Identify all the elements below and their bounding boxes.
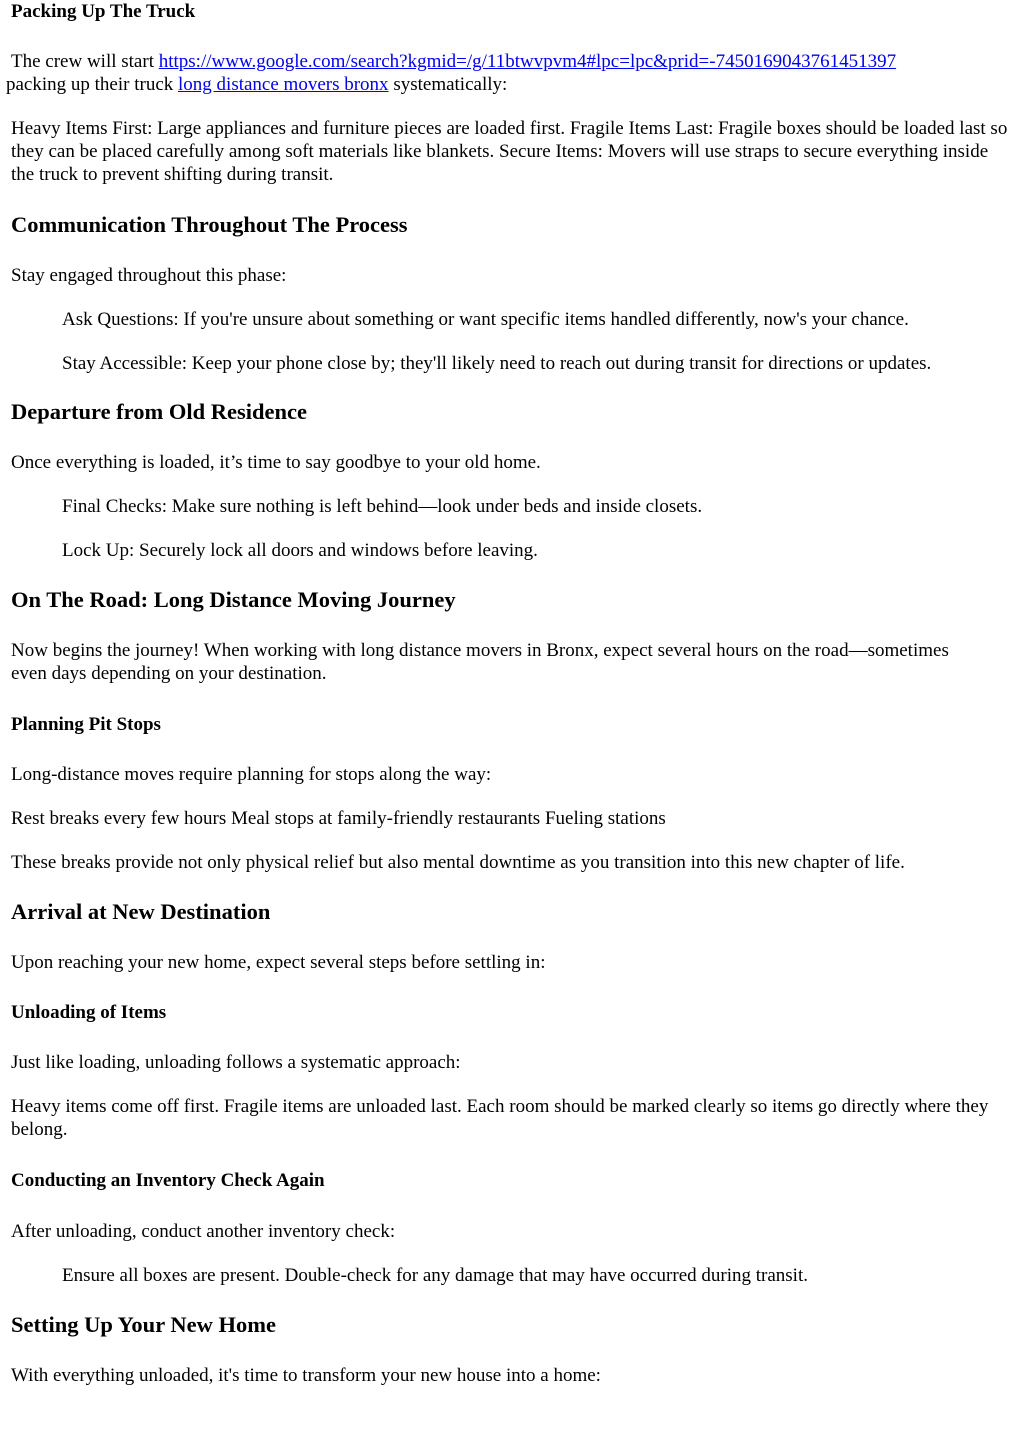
departure-intro: Once everything is loaded, it’s time to say goodbye to your old home.	[11, 452, 541, 473]
communication-item-ask-questions: Ask Questions: If you're unsure about something or want specific items handled differently, now's your chance.	[62, 309, 909, 330]
packing-intro-end: systematically:	[388, 74, 508, 95]
heading-unloading-of-items: Unloading of Items	[11, 1002, 167, 1023]
packing-body-paragraph: Heavy Items First: Large appliances and furniture pieces are loaded first. Fragile Items Last: Fragile boxes should be loaded last so they can be placed carefully among soft materials like blankets. Secure Items: Movers will use straps to secure everything inside the truck to prevent shifting during transit.	[11, 118, 1008, 185]
communication-item-stay-accessible: Stay Accessible: Keep your phone close by; they'll likely need to reach out during transit for directions or updates.	[62, 353, 932, 374]
communication-intro: Stay engaged throughout this phase:	[11, 265, 287, 286]
inventory-item: Ensure all boxes are present. Double-check for any damage that may have occurred during transit.	[62, 1265, 808, 1286]
setup-intro: With everything unloaded, it's time to transform your new house into a home:	[11, 1365, 601, 1386]
heading-packing-up-the-truck: Packing Up The Truck	[11, 1, 196, 22]
heading-arrival: Arrival at New Destination	[11, 899, 271, 924]
unloading-body-paragraph: Heavy items come off first. Fragile items are unloaded last. Each room should be marked clearly so items go directly where they belong.	[11, 1096, 989, 1140]
inventory-intro: After unloading, conduct another inventory check:	[11, 1221, 396, 1242]
departure-item-lock-up: Lock Up: Securely lock all doors and windows before leaving.	[62, 540, 538, 561]
pitstops-intro: Long-distance moves require planning for stops along the way:	[11, 764, 492, 785]
heading-planning-pit-stops: Planning Pit Stops	[11, 714, 161, 735]
heading-setting-up: Setting Up Your New Home	[11, 1312, 276, 1337]
arrival-intro: Upon reaching your new home, expect several steps before settling in:	[11, 952, 546, 973]
pitstops-outro: These breaks provide not only physical relief but also mental downtime as you transition into this new chapter of life.	[11, 852, 905, 873]
packing-intro-start: The crew will start	[11, 51, 159, 72]
long-distance-movers-bronx-link[interactable]: long distance movers bronx	[178, 74, 389, 95]
road-body-paragraph: Now begins the journey! When working with long distance movers in Bronx, expect several hours on the road—sometimes even days depending on your destination.	[11, 640, 949, 684]
google-search-link[interactable]: https://www.google.com/search?kgmid=/g/11btwvpvm4#lpc=lpc&prid=-7450169043761451397	[158, 51, 897, 72]
packing-intro-paragraph	[6, 50, 1014, 96]
heading-departure: Departure from Old Residence	[11, 399, 307, 424]
packing-intro-mid: packing up their truck	[6, 74, 179, 95]
heading-inventory-check: Conducting an Inventory Check Again	[11, 1170, 325, 1191]
heading-communication: Communication Throughout The Process	[11, 212, 408, 237]
unloading-intro: Just like loading, unloading follows a systematic approach:	[11, 1052, 461, 1073]
pitstops-list: Rest breaks every few hours Meal stops at family-friendly restaurants Fueling stations	[11, 808, 666, 829]
departure-item-final-checks: Final Checks: Make sure nothing is left behind—look under beds and inside closets.	[62, 496, 703, 517]
heading-on-the-road: On The Road: Long Distance Moving Journey	[11, 587, 456, 612]
